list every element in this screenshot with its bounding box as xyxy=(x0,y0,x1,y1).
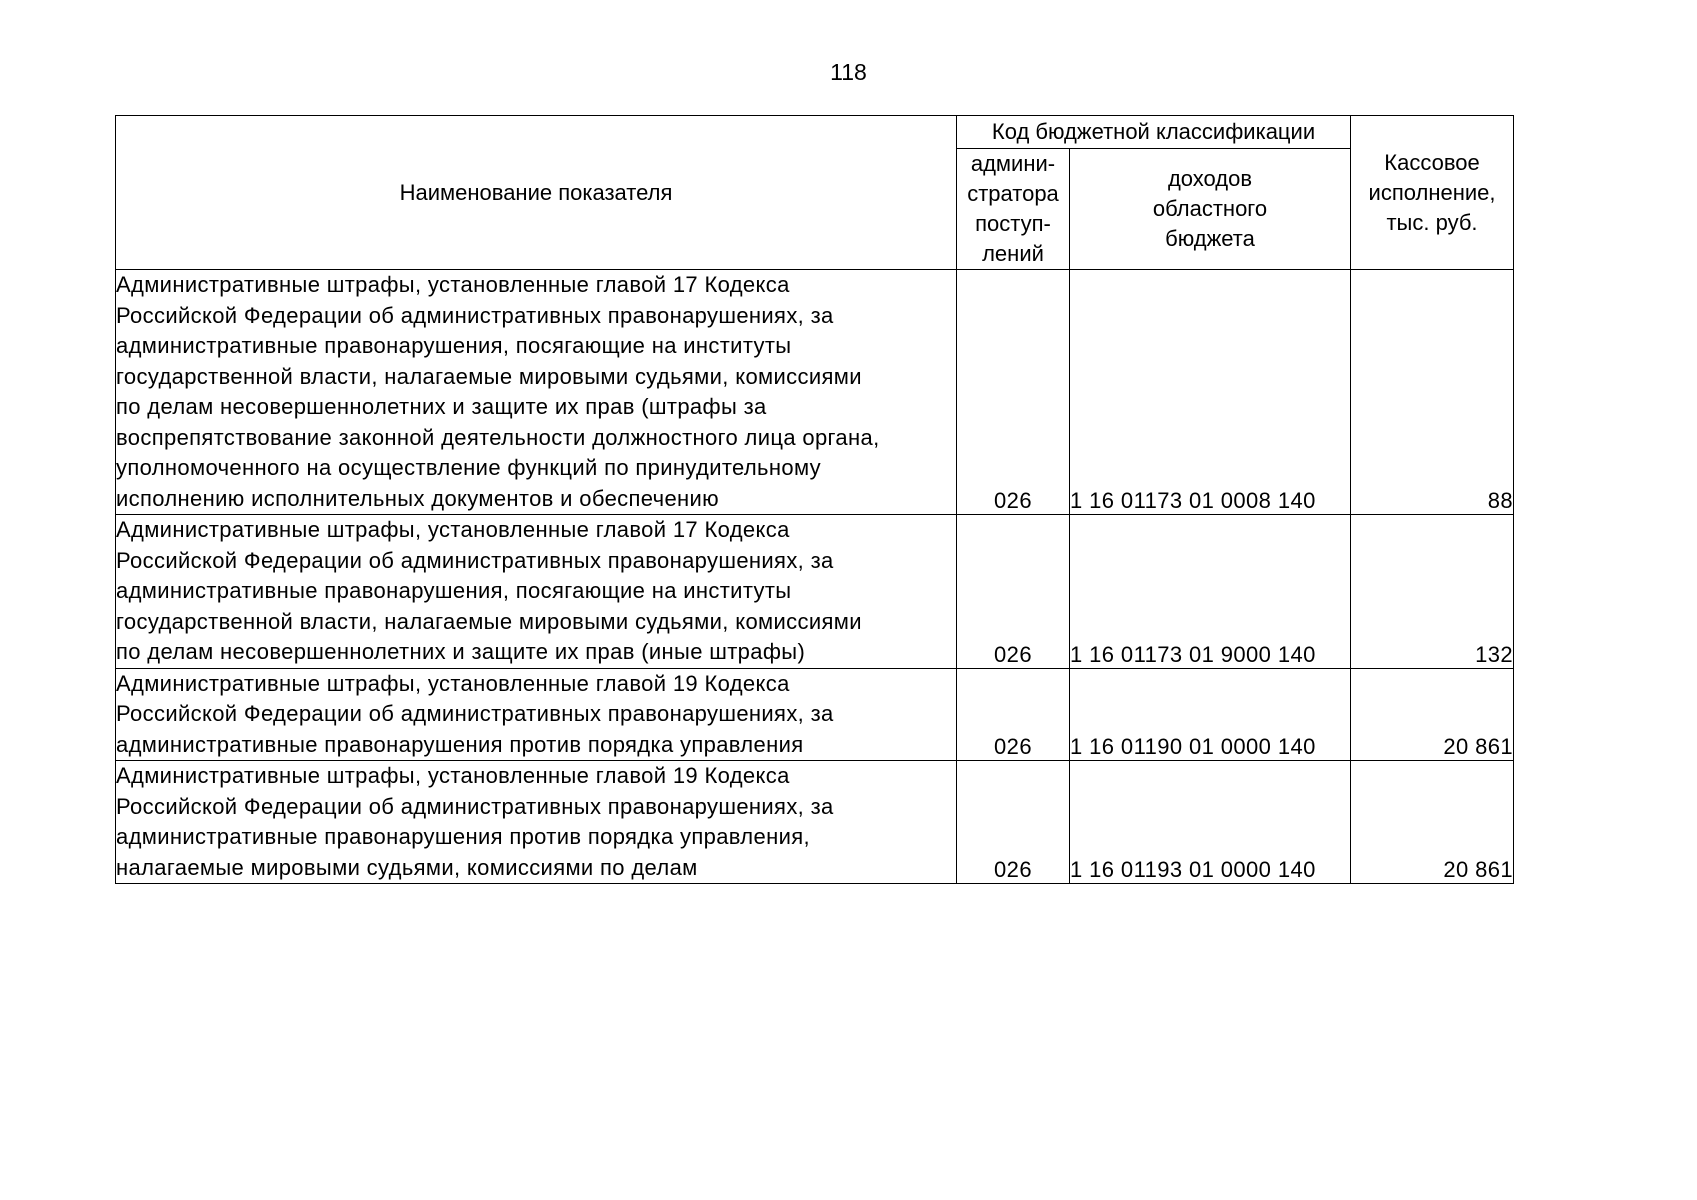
description-line: Российской Федерации об административных правонарушениях, за xyxy=(116,302,834,328)
description-line: уполномоченного на осуществление функций по принудительному xyxy=(116,455,822,480)
description-line: государственной власти, налагаемые мировыми судьями, комиссиями xyxy=(116,363,862,389)
budget-table xyxy=(115,115,1514,884)
header-admin xyxy=(957,149,1070,270)
row-admin-code: 026 xyxy=(957,761,1070,884)
table-row xyxy=(116,761,1514,884)
row-amount: 88 xyxy=(1351,270,1514,515)
row-amount: 132 xyxy=(1351,515,1514,669)
header-code-group: Код бюджетной классификации xyxy=(957,116,1351,149)
row-classification-code: 1 16 01193 01 0000 140 xyxy=(1070,761,1351,884)
description-line: Административные штрафы, установленные главой 19 Кодекса xyxy=(116,670,790,696)
description-line: исполнению исполнительных документов и обеспечению xyxy=(116,485,720,511)
description-line: налагаемые мировыми судьями, комиссиями по делам xyxy=(116,854,698,880)
description-line: по делам несовершеннолетних и защите их прав (штрафы за xyxy=(116,394,767,419)
header-income xyxy=(1070,149,1351,270)
description-line: по делам несовершеннолетних и защите их прав (иные штрафы) xyxy=(116,639,806,664)
header-admin-line: поступ- xyxy=(975,211,1051,236)
row-classification-code: 1 16 01173 01 9000 140 xyxy=(1070,515,1351,669)
row-description xyxy=(116,515,957,669)
description-line: Российской Федерации об административных правонарушениях, за xyxy=(116,701,834,726)
description-line: Административные штрафы, установленные главой 17 Кодекса xyxy=(116,272,790,297)
header-execution-line: исполнение, xyxy=(1368,179,1496,205)
description-line: административные правонарушения против порядка управления, xyxy=(116,824,810,849)
description-line: Российской Федерации об административных правонарушениях, за xyxy=(116,793,834,819)
header-admin-line: админи- xyxy=(970,151,1056,176)
row-admin-code: 026 xyxy=(957,270,1070,515)
header-admin-line: стратора xyxy=(967,181,1059,206)
table-header xyxy=(116,116,1514,270)
row-description xyxy=(116,761,957,884)
header-admin-line: лений xyxy=(982,241,1044,266)
description-line: административные правонарушения, посягающие на институты xyxy=(116,333,792,358)
table-row xyxy=(116,668,1514,761)
description-line: Административные штрафы, установленные главой 17 Кодекса xyxy=(116,517,790,542)
row-description xyxy=(116,668,957,761)
row-description xyxy=(116,270,957,515)
header-income-line: областного xyxy=(1152,196,1268,221)
header-execution-line: тыс. руб. xyxy=(1386,209,1478,235)
header-income-line: доходов xyxy=(1167,166,1253,191)
header-execution-line: Кассовое xyxy=(1384,149,1480,175)
row-admin-code: 026 xyxy=(957,668,1070,761)
table-body xyxy=(116,270,1514,884)
row-admin-code: 026 xyxy=(957,515,1070,669)
description-line: государственной власти, налагаемые мировыми судьями, комиссиями xyxy=(116,608,862,634)
table-row xyxy=(116,270,1514,515)
header-income-line: бюджета xyxy=(1165,226,1255,251)
page-number: 118 xyxy=(830,59,867,85)
description-line: воспрепятствование законной деятельности должностного лица органа, xyxy=(116,424,880,450)
table-row xyxy=(116,515,1514,669)
row-amount: 20 861 xyxy=(1351,668,1514,761)
row-amount: 20 861 xyxy=(1351,761,1514,884)
description-line: Российской Федерации об административных правонарушениях, за xyxy=(116,547,834,573)
header-name: Наименование показателя xyxy=(116,116,957,270)
description-line: административные правонарушения, посягающие на институты xyxy=(116,578,792,603)
row-classification-code: 1 16 01190 01 0000 140 xyxy=(1070,668,1351,761)
row-classification-code: 1 16 01173 01 0008 140 xyxy=(1070,270,1351,515)
description-line: административные правонарушения против порядка управления xyxy=(116,731,804,757)
header-execution xyxy=(1351,116,1514,270)
description-line: Административные штрафы, установленные главой 19 Кодекса xyxy=(116,763,790,788)
